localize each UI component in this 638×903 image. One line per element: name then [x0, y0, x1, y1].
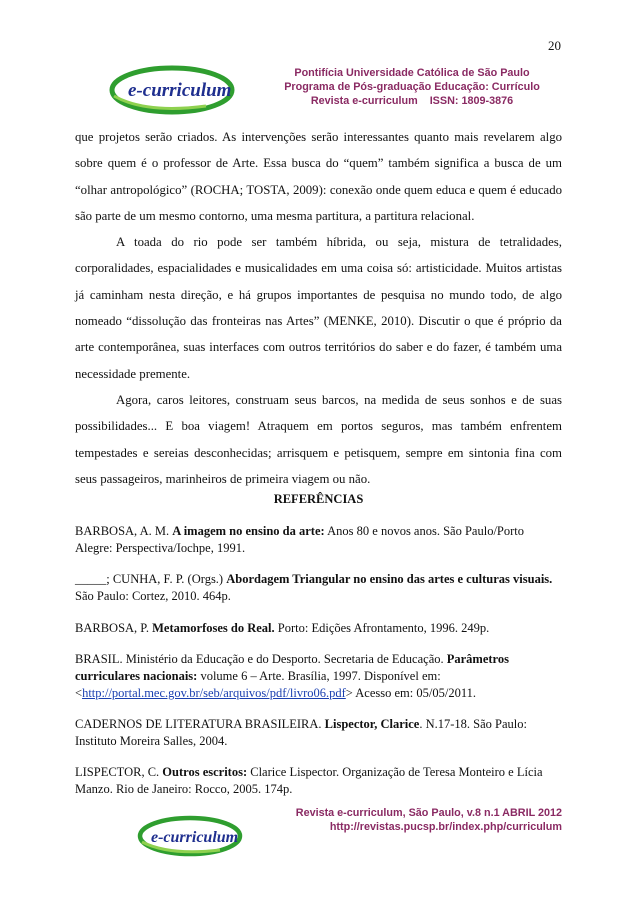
- paragraph-1: que projetos serão criados. As intervenções serão interessantes quanto mais revelarem algo sobre quem é o professor de Arte. Essa busca do “quem” também significa a busca de um “olhar antropológico” (ROCHA; TOSTA, 2009): conexão onde quem educa e quem é educado são parte de um mesmo contorno, uma mesma partitura, a partitura relacional.: [75, 130, 562, 223]
- page-number: 20: [548, 38, 561, 53]
- references-heading: REFERÊNCIAS: [273, 492, 364, 506]
- header-university: Pontifícia Universidade Católica de São Paulo: [294, 67, 530, 79]
- reference-item: BARBOSA, P. Metamorfoses do Real. Porto: Edições Afrontamento, 1996. 249p.: [75, 620, 490, 635]
- journal-header: [262, 66, 562, 108]
- e-curriculum-logo: [106, 62, 238, 118]
- footer-logo-text: e-curriculum: [151, 829, 239, 846]
- footer-logo: [134, 812, 246, 860]
- article-body: [75, 124, 562, 492]
- reference-link[interactable]: http://portal.mec.gov.br/seb/arquivos/pdf/livro06.pdf: [82, 685, 346, 700]
- journal-footer: [262, 806, 562, 834]
- reference-item: BRASIL. Ministério da Educação e do Desporto. Secretaria de Educação. Parâmetros curriculares nacionais: volume 6 – Arte. Brasília, 1997. Disponível em: <http://portal.mec.gov.br/seb/arquivos/pdf/livro06.pdf> Acesso em: 05/05/2011.: [75, 651, 509, 700]
- header-program: Programa de Pós-graduação Educação: Currículo: [284, 81, 540, 93]
- paragraph-3: Agora, caros leitores, construam seus barcos, na medida de seus sonhos e de suas possibilidades... E boa viagem! Atraquem em portos seguros, mas também enfrentem tempestades e sereias desconhecidas; arrisquem e petisquem, sempre em sintonia fina com seus passageiros, marinheiros de primeira viagem ou não.: [75, 392, 562, 486]
- reference-item: _____; CUNHA, F. P. (Orgs.) Abordagem Triangular no ensino das artes e culturas visuais. São Paulo: Cortez, 2010. 464p.: [75, 572, 553, 604]
- paragraph-2: A toada do rio pode ser também híbrida, ou seja, mistura de tetralidades, corporalidades, espacialidades e musicalidades em uma coisa só: artisticidade. Muitos artistas já caminham nesta direção, e há grupos importantes de pesquisa no mundo todo, de algo nomeado “dissolução das fronteiras nas Artes” (MENKE, 2010). Discutir o que é próprio da arte contemporânea, suas interfaces com outros territórios do saber e do fazer, é também uma necessidade premente.: [75, 235, 562, 381]
- reference-item: CADERNOS DE LITERATURA BRASILEIRA. Lispector, Clarice. N.17-18. São Paulo: Instituto Moreira Salles, 2004.: [75, 717, 527, 749]
- footer-citation: Revista e-curriculum, São Paulo, v.8 n.1 ABRIL 2012: [295, 807, 562, 819]
- header-issn: ISSN: 1809-3876: [429, 95, 514, 107]
- logo-text: e-curriculum: [128, 80, 232, 101]
- header-journal-line: [262, 94, 562, 108]
- footer-url: http://revistas.pucsp.br/index.php/curriculum: [329, 821, 562, 833]
- references-section: [75, 491, 562, 813]
- reference-item: LISPECTOR, C. Outros escritos: Clarice Lispector. Organização de Teresa Monteiro e Lícia Manzo. Rio de Janeiro: Rocco, 2005. 174p.: [75, 765, 543, 797]
- header-journal: Revista e-curriculum: [310, 95, 418, 107]
- reference-item: BARBOSA, A. M. A imagem no ensino da arte: Anos 80 e novos anos. São Paulo/Porto Alegre: Perspectiva/Iochpe, 1991.: [75, 524, 524, 555]
